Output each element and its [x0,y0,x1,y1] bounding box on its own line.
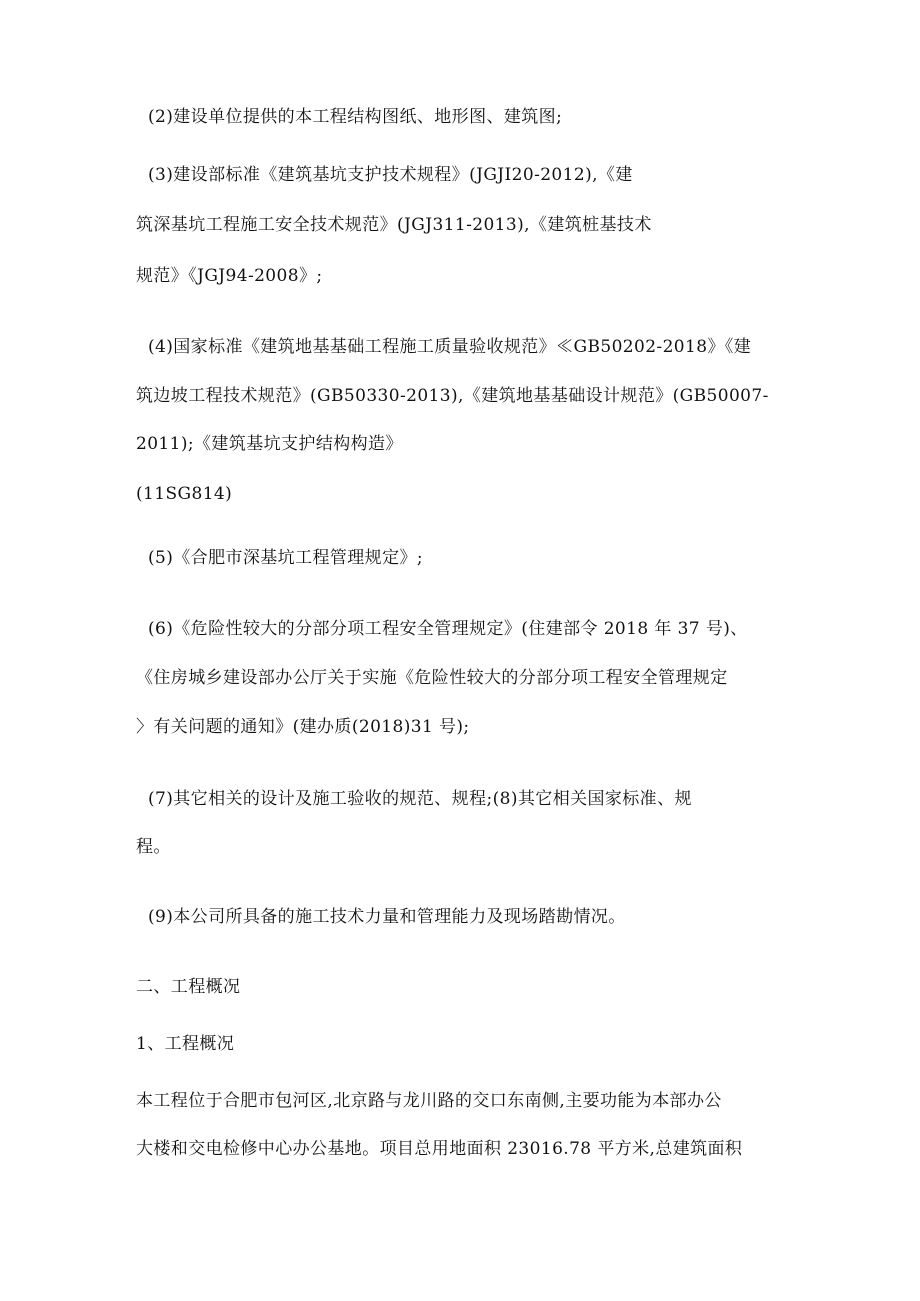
text-line: (7)其它相关的设计及施工验收的规范、规程;(8)其它相关国家标准、规 [148,789,692,809]
text-line: 筑深基坑工程施工安全技术规范》(JGJ311-2013),《建筑桩基技术 [136,215,652,235]
text-line: 程。 [136,837,171,857]
text-line: (9)本公司所具备的施工技术力量和管理能力及现场踏勘情况。 [148,907,626,927]
section-heading: 二、工程概况 [136,977,241,997]
text-line: 〉有关问题的通知》(建办质(2018)31 号); [136,717,470,737]
text-line: 规范》《JGJ94-2008》; [136,266,323,286]
subsection-heading: 1、工程概况 [136,1034,235,1054]
text-line: 2011);《建筑基坑支护结构构造》 [136,434,403,454]
text-line: (5)《合肥市深基坑工程管理规定》; [148,548,424,568]
text-line: 大楼和交电检修中心办公基地。项目总用地面积 23016.78 平方米,总建筑面积 [136,1139,743,1159]
text-line: 《住房城乡建设部办公厅关于实施《危险性较大的分部分项工程安全管理规定 [136,668,728,688]
text-line: (3)建设部标准《建筑基坑支护技术规程》(JGJI20-2012),《建 [148,165,633,185]
text-line: 本工程位于合肥市包河区,北京路与龙川路的交口东南侧,主要功能为本部办公 [136,1091,722,1111]
text-line: 筑边坡工程技术规范》(GB50330-2013),《建筑地基基础设计规范》(GB50007- [136,386,769,406]
text-line: (6)《危险性较大的分部分项工程安全管理规定》(住建部令 2018 年 37 号)、 [148,619,748,639]
text-line: (11SG814) [136,484,233,504]
text-line: (2)建设单位提供的本工程结构图纸、地形图、建筑图; [148,107,563,127]
text-line: (4)国家标准《建筑地基基础工程施工质量验收规范》≪GB50202-2018》《建 [148,337,752,357]
